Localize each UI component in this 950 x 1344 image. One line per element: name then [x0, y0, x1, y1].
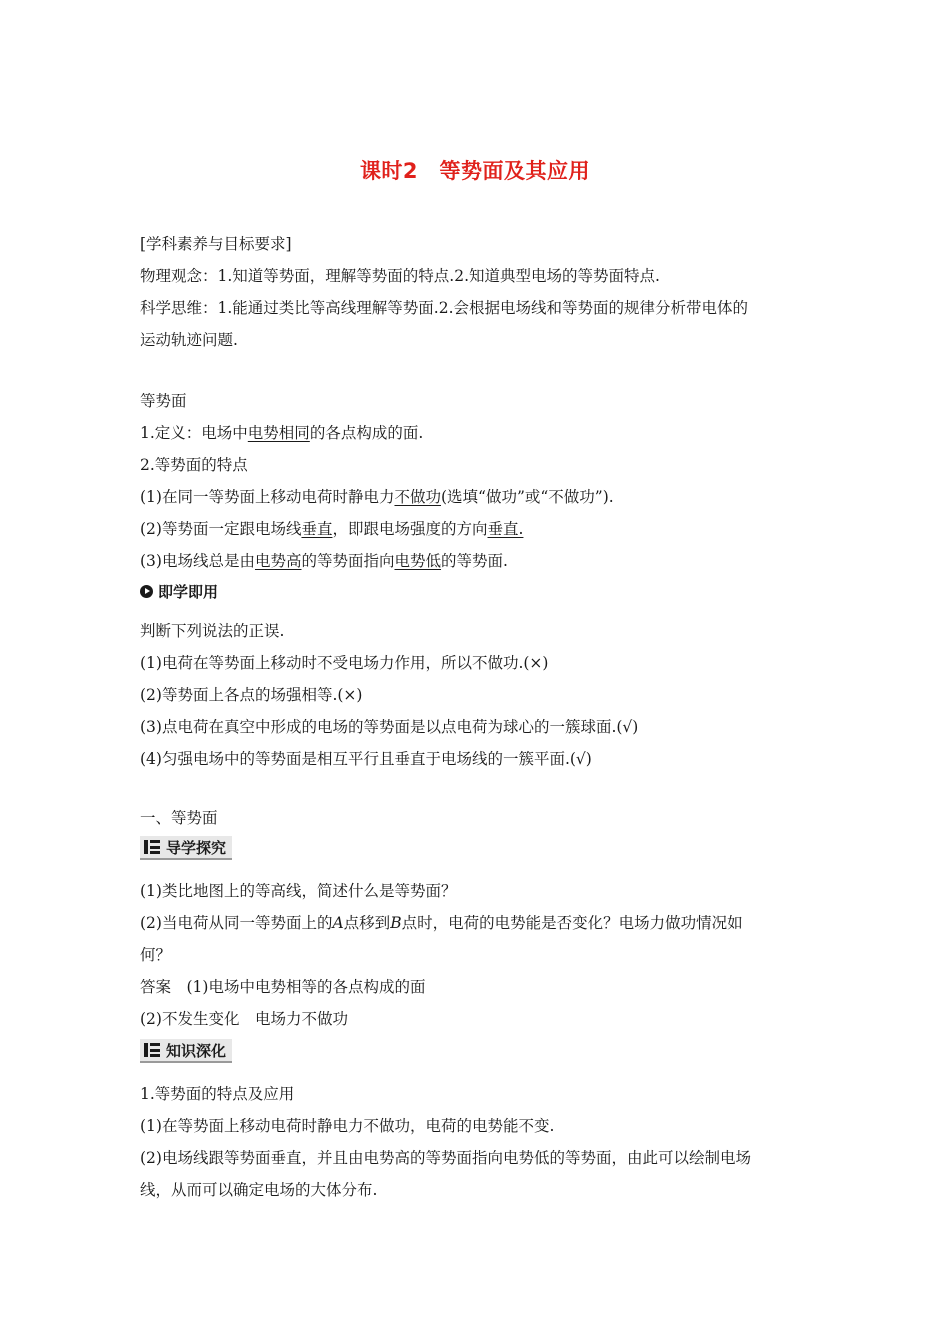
- feature-3-suffix: 的等势面.: [441, 552, 508, 570]
- feature-3-blank-1: 电势高: [254, 552, 302, 570]
- quick-use-item: (4)匀强电场中的等势面是相互平行且垂直于电场线的一簇平面.(√): [140, 750, 592, 768]
- question-2-suffix: 点时，电荷的电势能是否变化？电场力做功情况如: [401, 914, 743, 932]
- goals-heading: [学科素养与目标要求]: [140, 235, 292, 253]
- point-a-label: A: [332, 914, 344, 932]
- point-b-label: B: [390, 914, 402, 932]
- question-2-line2: 何？: [140, 946, 172, 964]
- quick-use-tag: [140, 581, 218, 602]
- definition-blank: 电势相同: [247, 424, 310, 442]
- play-icon: [140, 585, 153, 598]
- goals-scientific-thinking-line1: 科学思维：1.能通过类比等高线理解等势面.2.会根据电场线和等势面的规律分析带电体的: [140, 299, 749, 317]
- quick-use-prompt: 判断下列说法的正误.: [140, 622, 285, 640]
- question-1: (1)类比地图上的等高线，简述什么是等势面？: [140, 882, 457, 900]
- explore-label: 导学探究: [166, 838, 227, 857]
- features-heading: 2.等势面的特点: [140, 456, 248, 474]
- quick-use-item: (2)等势面上各点的场强相等.(×): [140, 686, 363, 704]
- goals-scientific-thinking-line2: 运动轨迹问题.: [140, 331, 238, 349]
- definition-prefix: 1.定义：电场中: [140, 424, 248, 442]
- knowledge-item-2-line2: 线，从而可以确定电场的大体分布.: [140, 1181, 378, 1199]
- deepen-header: [140, 1039, 232, 1063]
- feature-3: [140, 550, 508, 572]
- feature-3-prefix: (3)电场线总是由: [140, 552, 255, 570]
- feature-1: [140, 486, 614, 508]
- feature-3-mid: 的等势面指向: [301, 552, 395, 570]
- definition-suffix: 的各点构成的面.: [309, 424, 424, 442]
- answer-line1: 答案 (1)电场中电势相等的各点构成的面: [140, 978, 426, 996]
- feature-2-mid: ，即跟电场强度的方向: [332, 520, 488, 538]
- explore-header: [140, 836, 232, 860]
- feature-1-prefix: (1)在同一等势面上移动电荷时静电力: [140, 488, 395, 506]
- question-2-prefix: (2)当电荷从同一等势面上的: [140, 914, 333, 932]
- feature-3-blank-2: 电势低: [394, 552, 442, 570]
- section1-heading: 一、等势面: [140, 809, 218, 827]
- feature-2: [140, 518, 523, 540]
- quick-use-item: (1)电荷在等势面上移动时不受电场力作用，所以不做功.(×): [140, 654, 549, 672]
- prep-heading: 等势面: [140, 392, 187, 410]
- page-title: 课时2 等势面及其应用: [359, 159, 591, 183]
- answer-line2: (2)不发生变化 电场力不做功: [140, 1010, 348, 1028]
- definition-line: [140, 422, 423, 444]
- knowledge-item-1: (1)在等势面上移动电荷时静电力不做功，电荷的电势能不变.: [140, 1117, 555, 1135]
- goals-physics-concept: 物理观念：1.知道等势面，理解等势面的特点.2.知道典型电场的等势面特点.: [140, 267, 660, 285]
- quick-use-label: 即学即用: [158, 583, 219, 601]
- knowledge-heading: 1.等势面的特点及应用: [140, 1085, 295, 1103]
- feature-1-blank: 不做功: [394, 488, 441, 506]
- feature-1-suffix: (选填“做功”或“不做功”).: [440, 488, 614, 506]
- quick-use-item: (3)点电荷在真空中形成的电场的等势面是以点电荷为球心的一簇球面.(√): [140, 718, 639, 736]
- deepen-label: 知识深化: [166, 1041, 227, 1060]
- question-2-line1: [140, 912, 743, 934]
- list-icon: [144, 1043, 160, 1057]
- feature-2-prefix: (2)等势面一定跟电场线: [140, 520, 302, 538]
- knowledge-item-2-line1: (2)电场线跟等势面垂直，并且由电势高的等势面指向电势低的等势面，由此可以绘制电场: [140, 1149, 751, 1167]
- feature-2-blank-2: 垂直.: [487, 520, 524, 538]
- list-icon: [144, 840, 160, 854]
- question-2-mid: 点移到: [343, 914, 391, 932]
- feature-2-blank-1: 垂直: [301, 520, 333, 538]
